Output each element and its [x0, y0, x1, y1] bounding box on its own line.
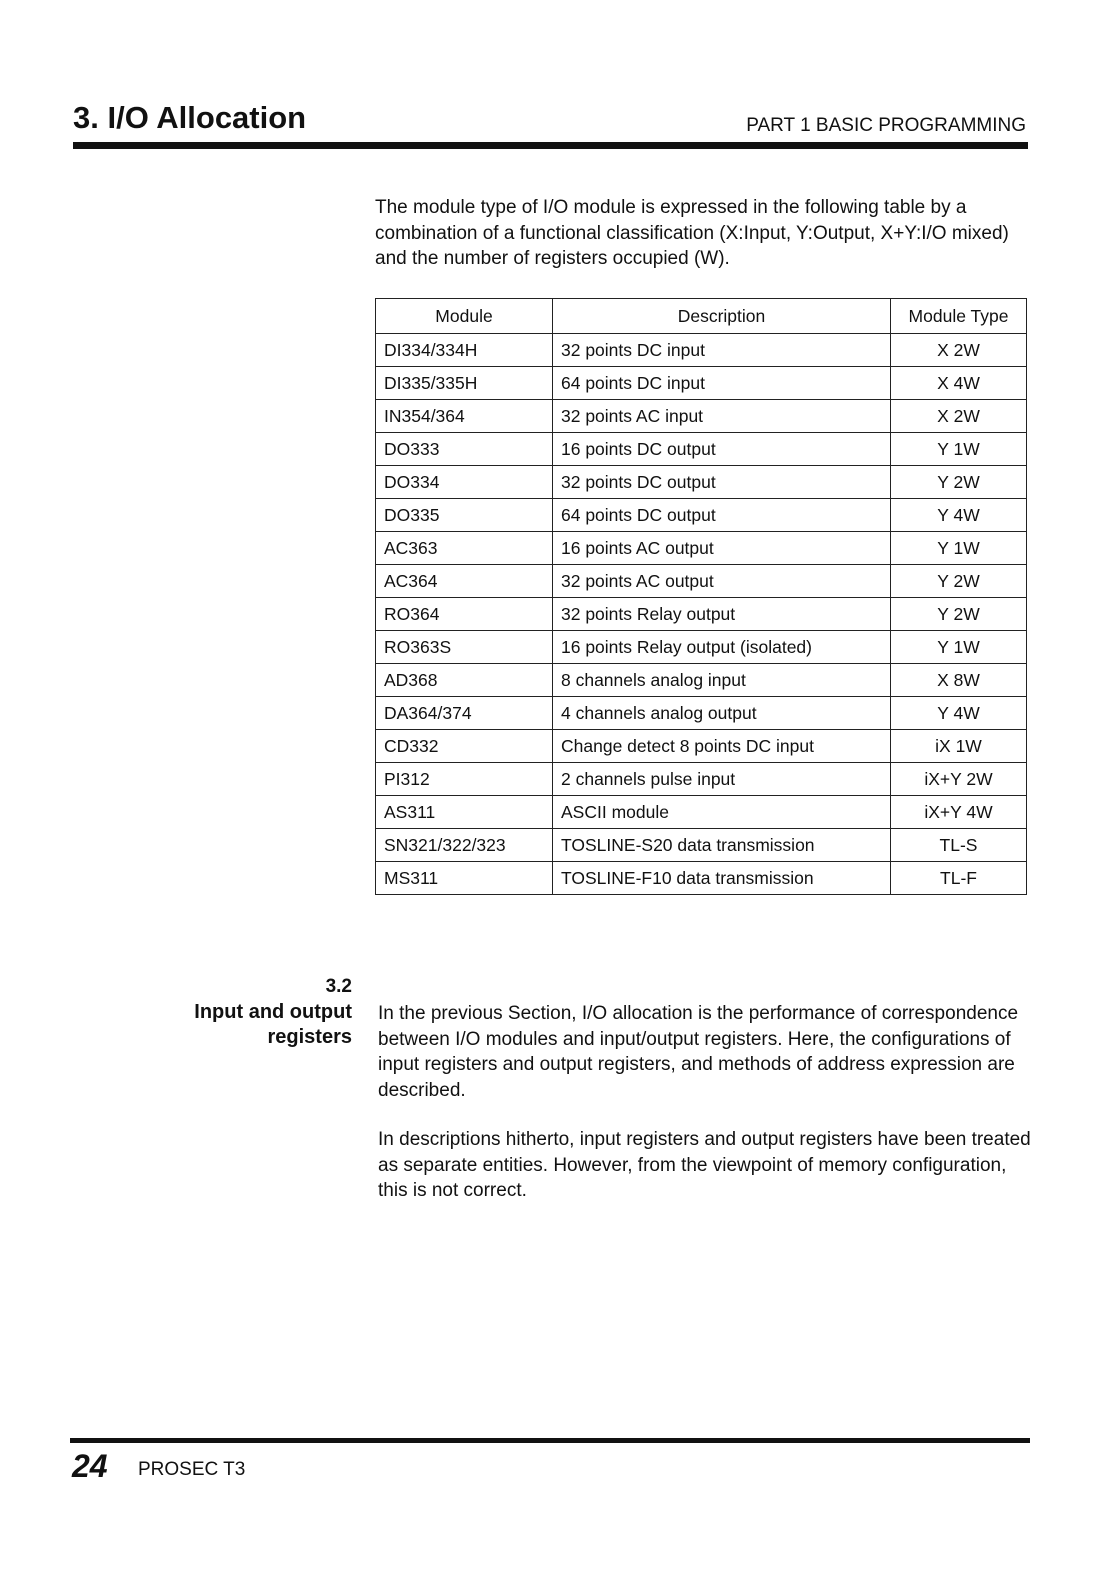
- cell-module: RO363S: [376, 631, 553, 664]
- cell-description: 2 channels pulse input: [553, 763, 891, 796]
- cell-module-type: Y 2W: [891, 598, 1027, 631]
- cell-module-type: Y 1W: [891, 532, 1027, 565]
- cell-module: DO333: [376, 433, 553, 466]
- cell-module: AC363: [376, 532, 553, 565]
- cell-module: CD332: [376, 730, 553, 763]
- table-row: [376, 862, 1027, 895]
- cell-module: SN321/322/323: [376, 829, 553, 862]
- table-row: [376, 730, 1027, 763]
- cell-module-type: TL-F: [891, 862, 1027, 895]
- cell-description: 32 points AC output: [553, 565, 891, 598]
- cell-module-type: X 2W: [891, 400, 1027, 433]
- cell-module-type: X 8W: [891, 664, 1027, 697]
- cell-description: 64 points DC input: [553, 367, 891, 400]
- col-description: Description: [553, 299, 891, 334]
- header-rule: [73, 142, 1028, 149]
- chapter-title: 3. I/O Allocation: [73, 100, 307, 135]
- cell-description: 32 points AC input: [553, 400, 891, 433]
- product-name: PROSEC T3: [138, 1459, 246, 1480]
- section-title: Input and output registers: [194, 1001, 352, 1048]
- cell-module-type: X 2W: [891, 334, 1027, 367]
- table-row: [376, 697, 1027, 730]
- section-paragraph-1: In the previous Section, I/O allocation is the performance of correspondence between I/O modules and input/output registers. Here, the configurations of input registers and output registers, and methods of address expression are described.: [378, 1003, 1019, 1101]
- cell-module-type: Y 4W: [891, 499, 1027, 532]
- cell-module-type: Y 1W: [891, 631, 1027, 664]
- cell-module: MS311: [376, 862, 553, 895]
- cell-module-type: Y 2W: [891, 565, 1027, 598]
- table-row: [376, 565, 1027, 598]
- col-module: Module: [376, 299, 553, 334]
- table-row: [376, 367, 1027, 400]
- cell-module-type: Y 1W: [891, 433, 1027, 466]
- cell-module: AS311: [376, 796, 553, 829]
- cell-module-type: iX+Y 4W: [891, 796, 1027, 829]
- table-row: [376, 598, 1027, 631]
- cell-description: 4 channels analog output: [553, 697, 891, 730]
- cell-description: 16 points DC output: [553, 433, 891, 466]
- table-row: [376, 664, 1027, 697]
- cell-module-type: iX+Y 2W: [891, 763, 1027, 796]
- cell-description: TOSLINE-F10 data transmission: [553, 862, 891, 895]
- cell-module-type: Y 2W: [891, 466, 1027, 499]
- table-row: [376, 499, 1027, 532]
- cell-module: AC364: [376, 565, 553, 598]
- cell-module: DA364/374: [376, 697, 553, 730]
- table-row: [376, 763, 1027, 796]
- cell-description: 32 points Relay output: [553, 598, 891, 631]
- cell-description: 16 points AC output: [553, 532, 891, 565]
- cell-module: DO335: [376, 499, 553, 532]
- cell-module: DO334: [376, 466, 553, 499]
- cell-module-type: iX 1W: [891, 730, 1027, 763]
- cell-module: DI335/335H: [376, 367, 553, 400]
- cell-module: DI334/334H: [376, 334, 553, 367]
- table-row: [376, 829, 1027, 862]
- cell-module-type: X 4W: [891, 367, 1027, 400]
- table-row: [376, 532, 1027, 565]
- cell-module: IN354/364: [376, 400, 553, 433]
- table-row: [376, 796, 1027, 829]
- cell-description: 16 points Relay output (isolated): [553, 631, 891, 664]
- cell-description: 32 points DC input: [553, 334, 891, 367]
- cell-module: PI312: [376, 763, 553, 796]
- table-row: [376, 433, 1027, 466]
- section-paragraph-2: In descriptions hitherto, input registers and output registers have been treated as separate entities. However, from the viewpoint of memory configuration, this is not correct.: [378, 1129, 1031, 1201]
- table-row: [376, 631, 1027, 664]
- page-number: 24: [72, 1448, 108, 1484]
- cell-module: AD368: [376, 664, 553, 697]
- cell-description: TOSLINE-S20 data transmission: [553, 829, 891, 862]
- intro-paragraph: The module type of I/O module is expressed in the following table by a combination of a functional classification (X:Input, Y:Output, X+Y:I/O mixed) and the number of registers occupied (W).: [375, 197, 1009, 269]
- cell-module-type: TL-S: [891, 829, 1027, 862]
- table-row: [376, 400, 1027, 433]
- footer-rule: [70, 1438, 1030, 1443]
- table-row: [376, 334, 1027, 367]
- table-row: [376, 466, 1027, 499]
- cell-description: 32 points DC output: [553, 466, 891, 499]
- cell-description: Change detect 8 points DC input: [553, 730, 891, 763]
- cell-module: RO364: [376, 598, 553, 631]
- cell-description: ASCII module: [553, 796, 891, 829]
- col-module-type: Module Type: [891, 299, 1027, 334]
- part-label: PART 1 BASIC PROGRAMMING: [746, 115, 1026, 136]
- cell-description: 8 channels analog input: [553, 664, 891, 697]
- module-type-table: [375, 298, 1027, 895]
- section-number: 3.2: [325, 976, 352, 997]
- cell-module-type: Y 4W: [891, 697, 1027, 730]
- table-header-row: [376, 299, 1027, 334]
- cell-description: 64 points DC output: [553, 499, 891, 532]
